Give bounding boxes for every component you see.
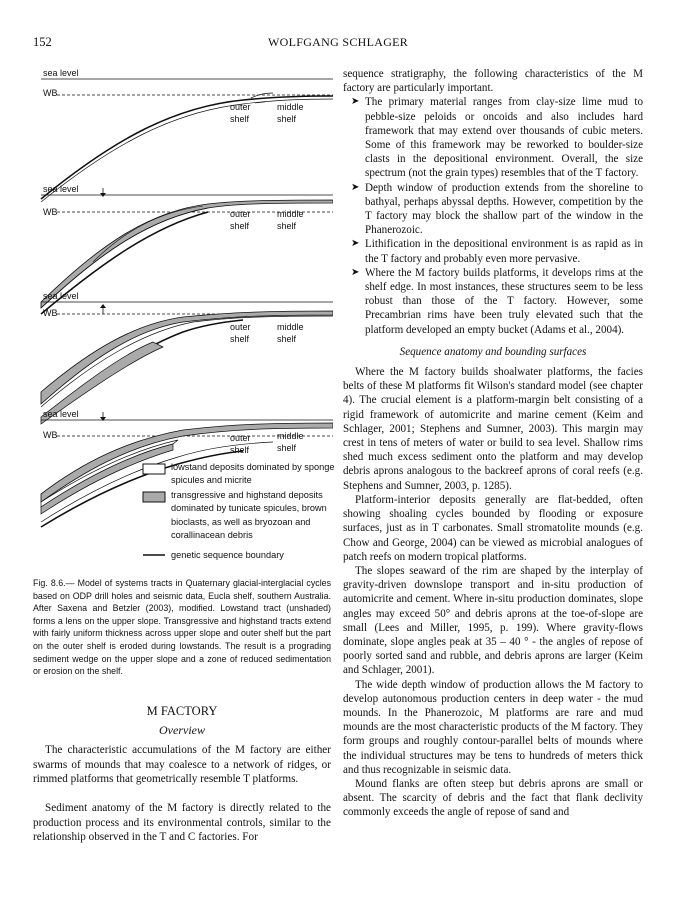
overview-title: Overview xyxy=(159,723,205,737)
bullet-arrow-icon: ➤ xyxy=(351,266,360,278)
subsection-title: Sequence anatomy and bounding surfaces xyxy=(399,345,587,358)
bullet-2-text: Depth window of production extends from the shoreline to bathyal, perhaps abyssal depths. However, competition by the T factory may block the shallow part of the window in the Phanerozoic. xyxy=(365,181,643,237)
bullet-arrow-icon: ➤ xyxy=(351,238,360,250)
bullet-arrow-icon: ➤ xyxy=(351,181,360,193)
right-paragraph-2: Platform-interior deposits generally are flat-bedded, often showing shoaling cycles bounded by flooding or exposure surfaces, just as in T carbonates. Small stromatolite mounds (e.g. Chow and George, 2004) can be viewed as microbial analogues of patch reefs on modern tropical platforms. xyxy=(343,493,643,563)
outer-shelf-label-2b: shelf xyxy=(230,221,250,231)
legend-boundary-text: genetic sequence boundary xyxy=(171,550,284,560)
middle-shelf-label-3b: shelf xyxy=(277,334,297,344)
running-head: WOLFGANG SCHLAGER xyxy=(268,35,409,49)
bullet-4-text: Where the M factory builds platforms, it develops rims at the shelf edge. In most instances, these structures seem to be less robust than those of the T factory. However, some Precambrian rims have been truly elevated such that the platform developed an empty bucket (Adams et al., 2004). xyxy=(365,266,643,336)
wb-label-3: WB xyxy=(43,308,58,318)
bullet-2 xyxy=(343,181,643,238)
bullet-3 xyxy=(343,237,643,265)
middle-shelf-label-4a: middle xyxy=(277,431,304,441)
sea-level-label-3: sea level xyxy=(43,291,79,301)
right-paragraph-1: Where the M factory builds shoalwater platforms, the facies belts of these M platforms fit Wilson's standard model (see chapter 4). The crucial element is a platform-margin belt consisting of a rigid framework of automicrite and marine cement (Keim and Schlager, 2001; Stephens and Sumner, 2003). This margin may crest in tens of meters of water or build to sea level. Shallow rims shed much excess sediment onto the platform and may develop debris aprons analogous to the backreef aprons of coral reefs (e.g. Stephens and Sumner, 2003, p. 1285). xyxy=(343,366,643,492)
middle-shelf-label-1b: shelf xyxy=(277,114,297,124)
outer-shelf-label-3b: shelf xyxy=(230,334,250,344)
bullet-4 xyxy=(343,266,643,337)
middle-shelf-label-2b: shelf xyxy=(277,221,297,231)
figure-8-6 xyxy=(33,62,333,572)
outer-shelf-label-1a: outer xyxy=(230,102,251,112)
outer-shelf-label-2a: outer xyxy=(230,209,251,219)
middle-shelf-label-3a: middle xyxy=(277,322,304,332)
bullet-3-text: Lithification in the depositional environment is as rapid as in the T factory and probably even more pervasive. xyxy=(365,238,643,265)
outer-shelf-label-4a: outer xyxy=(230,433,251,443)
legend-transgressive-text: transgressive and highstand deposits dominated by tunicate spicules, brown bioclasts, as well as bryozoan and corallinacean debris xyxy=(171,490,327,540)
panel-2 xyxy=(41,188,333,314)
outer-shelf-label-4b: shelf xyxy=(230,445,250,455)
middle-shelf-label-2a: middle xyxy=(277,209,304,219)
legend-transgressive-swatch xyxy=(143,492,165,502)
right-paragraph-5: Mound flanks are often steep but debris aprons are small or absent. The scarcity of debris and the fact that flank declivity commonly exceeds the angle of repose of sand and xyxy=(343,777,643,819)
sea-level-label-2: sea level xyxy=(43,184,79,194)
bullet-1-text: The primary material ranges from clay-size lime mud to pebble-size peloids or oncoids and also includes hard framework that may extend over thousands of cubic meters. Some of this framework may be reworked to boulder-size clasts in the depositional environment. Overall, the size spectrum (not the grain types) resembles that of the T factory. xyxy=(365,96,643,180)
legend-lowstand-text: lowstand deposits dominated by sponge spicules and micrite xyxy=(171,462,335,486)
bullet-arrow-icon: ➤ xyxy=(351,96,360,108)
sea-level-label-4: sea level xyxy=(43,409,79,419)
figure-caption xyxy=(33,577,331,678)
section-title: M FACTORY xyxy=(146,704,218,718)
left-paragraph-2: Sediment anatomy of the M factory is directly related to the production process and its environmental controls, similar to the relationship observed in the T and C factories. For xyxy=(33,802,331,843)
panel-3 xyxy=(41,302,333,424)
wb-label-4: WB xyxy=(43,430,58,440)
right-paragraph-4: The wide depth window of production allows the M factory to develop autonomous production centers in deep water - the mud mounds. In the Phanerozoic, M platforms are rare and mud mounds are the most characteristic products of the M factory. They form groups and roughly contour-parallel belts of mounds where the individual structures may be tens to hundreds of meters thick and thus recognizable in seismic data. xyxy=(343,678,643,776)
wb-label-2: WB xyxy=(43,207,58,217)
outer-shelf-label-3a: outer xyxy=(230,322,251,332)
legend-lowstand-swatch xyxy=(143,464,165,474)
left-paragraph-1: The characteristic accumulations of the M factory are either swarms of mounds that may coalesce to a network of ridges, or rimmed platforms that geometrically resemble T platforms. xyxy=(33,744,331,785)
panel-1 xyxy=(41,79,333,202)
middle-shelf-label-1a: middle xyxy=(277,102,304,112)
right-paragraph-3: The slopes seaward of the rim are shaped by the interplay of gravity-driven downslope transport and in-situ production of automicrite and cement. Where in-situ production dominates, slope angles may exceed 50° and debris aprons at the toe-of-slope are small (Lees and Miller, 1995, p. 199). Where gravity-flows dominate, slope angles peak at 35 – 40 ° - the angles of repose of poorly sorted sand and rubble, and debris aprons are larger (Keim and Schlager, 2001). xyxy=(343,564,643,677)
sea-level-label-1: sea level xyxy=(43,68,79,78)
wb-label-1: WB xyxy=(43,88,58,98)
page-number: 152 xyxy=(33,35,52,49)
middle-shelf-label-4b: shelf xyxy=(277,443,297,453)
right-column xyxy=(343,67,643,820)
outer-shelf-label-1b: shelf xyxy=(230,114,250,124)
bullet-1 xyxy=(343,95,643,180)
right-intro: sequence stratigraphy, the following characteristics of the M factory are particularly important. xyxy=(343,68,643,95)
figure-caption-text: Fig. 8.6.— Model of systems tracts in Quaternary glacial-interglacial cycles based on ODP drill holes and seismic data, Eucla shelf, southern Australia. After Saxena and Betzler (2003), modified. Lowstand tract (unshaded) forms a lens on the upper slope. Transgressive and highstand tracts extend with fairly uniform thickness across upper slope and outer shelf but the part on the outer shelf is eroded during lowstands. The result is a prograding sediment wedge on the upper slope and a zone of reduced sedimentation or erosion on the shelf. xyxy=(33,578,331,677)
